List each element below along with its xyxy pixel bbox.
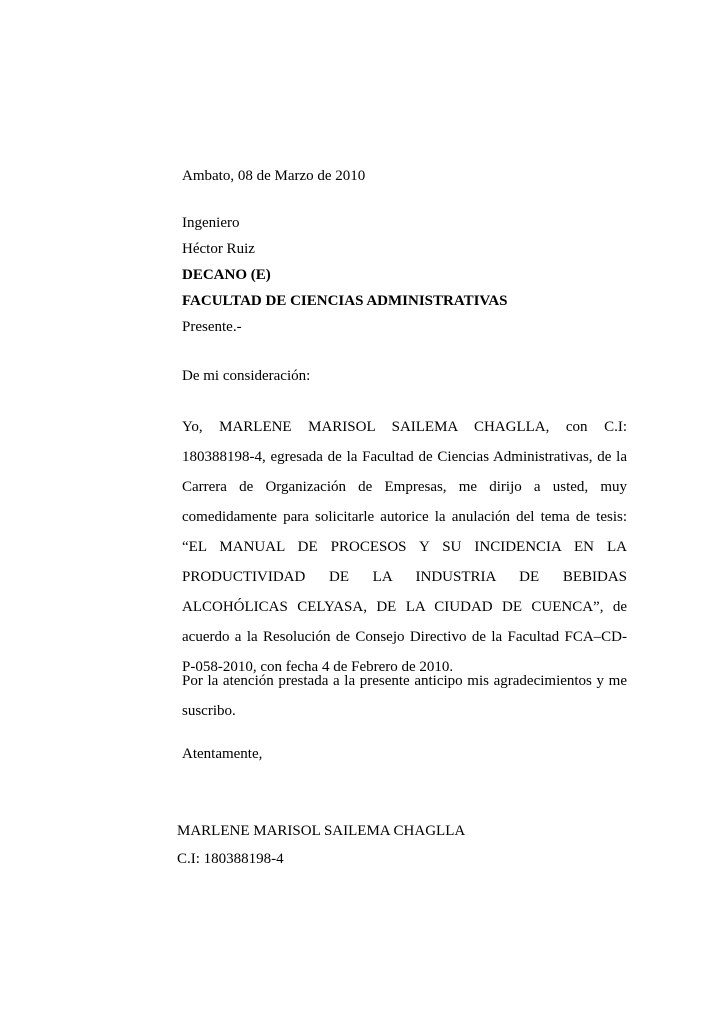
body-line: “EL MANUAL DE PROCESOS Y SU INCIDENCIA EN LA — [182, 539, 627, 555]
signature-id: C.I: 180388198-4 — [177, 851, 284, 867]
recipient-faculty: FACULTAD DE CIENCIAS ADMINISTRATIVAS — [182, 293, 508, 309]
recipient-presente: Presente.- — [182, 319, 242, 335]
salutation: De mi consideración: — [182, 368, 311, 384]
body-paragraph — [182, 412, 627, 682]
closing-paragraph — [182, 666, 627, 726]
recipient-position: DECANO (E) — [182, 267, 271, 283]
recipient-title: Ingeniero — [182, 215, 240, 231]
recipient-name: Héctor Ruiz — [182, 241, 255, 257]
closing-line: Por la atención prestada a la presente anticipo mis agradecimientos y me — [182, 673, 627, 689]
body-line: comedidamente para solicitarle autorice la anulación del tema de tesis: — [182, 509, 627, 525]
body-line: Carrera de Organización de Empresas, me dirijo a usted, muy — [182, 479, 627, 495]
body-line: ALCOHÓLICAS CELYASA, DE LA CIUDAD DE CUENCA”, de — [182, 599, 627, 615]
farewell: Atentamente, — [182, 746, 263, 762]
body-line: P-058-2010, con fecha 4 de Febrero de 2010. — [182, 659, 454, 675]
signature-name: MARLENE MARISOL SAILEMA CHAGLLA — [177, 823, 466, 839]
letter-date: Ambato, 08 de Marzo de 2010 — [182, 168, 366, 184]
body-line: acuerdo a la Resolución de Consejo Directivo de la Facultad FCA–CD- — [182, 629, 627, 645]
body-line: PRODUCTIVIDAD DE LA INDUSTRIA DE BEBIDAS — [182, 569, 627, 585]
body-line: Yo, MARLENE MARISOL SAILEMA CHAGLLA, con C.I: — [182, 419, 627, 435]
closing-line: suscribo. — [182, 703, 236, 719]
body-line: 180388198-4, egresada de la Facultad de Ciencias Administrativas, de la — [182, 449, 627, 465]
